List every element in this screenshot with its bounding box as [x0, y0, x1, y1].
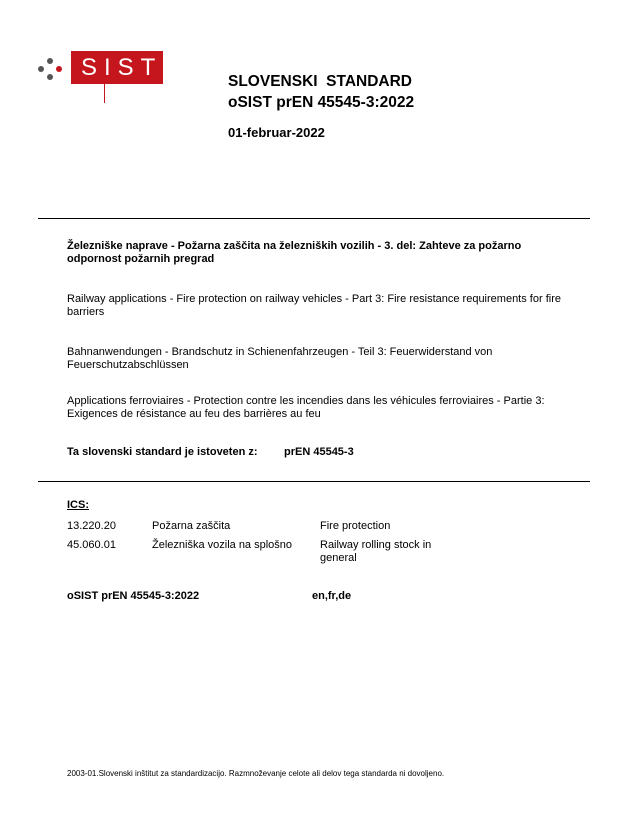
standard-title-line1: SLOVENSKI STANDARD [228, 73, 413, 90]
title-german: Bahnanwendungen - Brandschutz in Schienenfahrzeugen - Teil 3: Feuerwiderstand von Feuerschutzabschlüssen [67, 346, 493, 371]
ics-en: Fire protection [320, 520, 391, 532]
middle-divider [38, 481, 590, 482]
ics-code: 13.220.20 [67, 520, 116, 532]
top-divider [38, 218, 590, 219]
copyright-footer: 2003-01.Slovenski inštitut za standardizacijo. Razmnoževanje celote ali delov tega standarda ni dovoljeno. [67, 769, 445, 778]
logo-dot-icon [56, 66, 62, 72]
logo-dot-icon [47, 58, 53, 64]
doc-code: oSIST prEN 45545-3:2022 [67, 590, 200, 602]
logo-wordmark: SIST [71, 51, 163, 84]
sist-logo [38, 51, 166, 91]
logo-divider [104, 84, 105, 103]
ics-label: ICS: [67, 499, 89, 511]
identical-value: prEN 45545-3 [284, 446, 354, 458]
ics-sl: Požarna zaščita [152, 520, 231, 532]
logo-dot-icon [47, 74, 53, 80]
standard-date: 01-februar-2022 [228, 125, 325, 140]
title-french: Applications ferroviaires - Protection contre les incendies dans les véhicules ferroviaires - Partie 3: Exigences de résistance au feu des barrières au feu [67, 395, 545, 420]
title-english: Railway applications - Fire protection on railway vehicles - Part 3: Fire resistance requirements for fire barriers [67, 293, 561, 318]
ics-en: Railway rolling stock in general [320, 539, 432, 564]
ics-sl: Železniška vozila na splošno [152, 539, 293, 551]
standard-title [228, 71, 414, 113]
doc-line [67, 590, 577, 603]
identical-line [67, 446, 577, 459]
logo-dot-icon [38, 66, 44, 72]
standard-code: oSIST prEN 45545-3:2022 [228, 94, 415, 111]
identical-label: Ta slovenski standard je istoveten z: [67, 446, 258, 458]
ics-code: 45.060.01 [67, 539, 116, 551]
title-slovenian: Železniške naprave - Požarna zaščita na železniških vozilih - 3. del: Zahteve za požarno odpornost požarnih pregrad [67, 240, 522, 265]
doc-languages: en,fr,de [312, 590, 352, 602]
